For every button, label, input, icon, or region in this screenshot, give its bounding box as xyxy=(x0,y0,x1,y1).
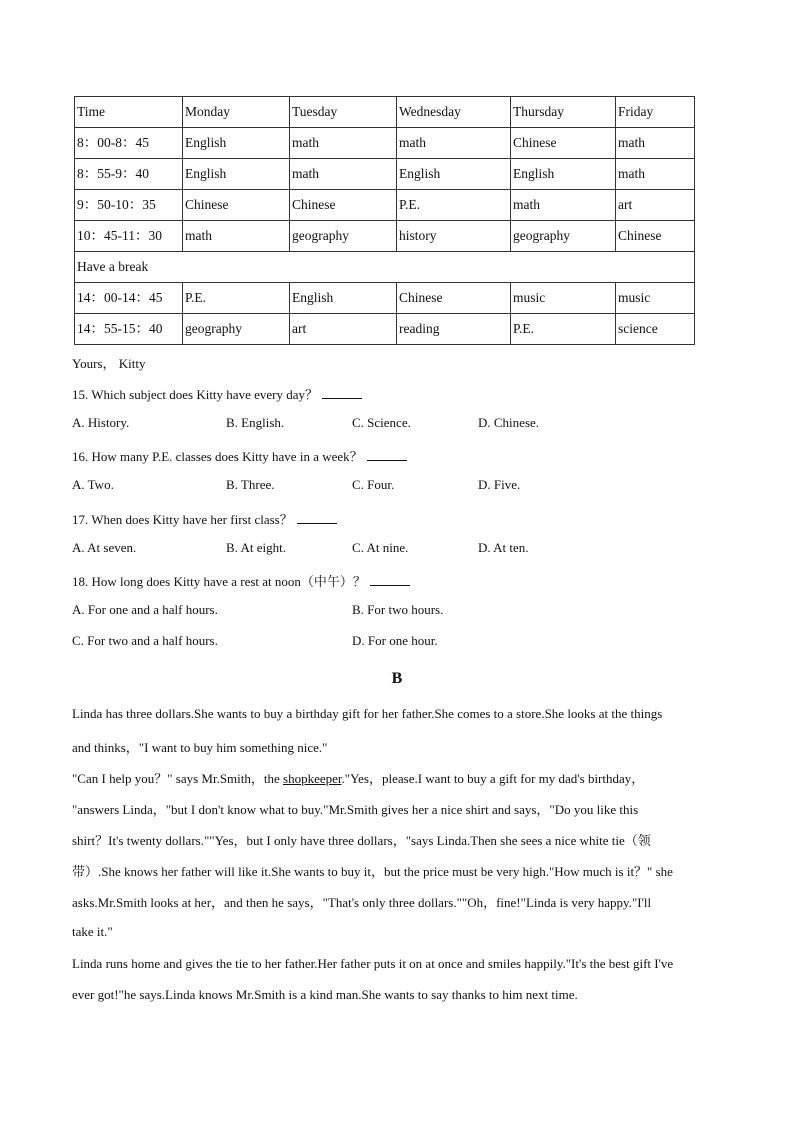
table-cell: Time xyxy=(75,97,183,128)
passage-line: and thinks，"I want to buy him something nice." xyxy=(72,740,328,755)
underlined-word: shopkeeper xyxy=(283,771,342,786)
table-cell: art xyxy=(290,314,397,345)
table-cell: English xyxy=(183,128,290,159)
option-c: C. For two and a half hours. xyxy=(72,633,218,648)
table-cell: Chinese xyxy=(616,221,695,252)
table-cell: Wednesday xyxy=(397,97,511,128)
table-row xyxy=(75,283,695,314)
table-cell: 8：55-9：40 xyxy=(75,159,183,190)
table-cell: 9：50-10：35 xyxy=(75,190,183,221)
option-a: A. History. xyxy=(72,415,130,430)
table-cell: math xyxy=(290,128,397,159)
option-a: A. Two. xyxy=(72,477,114,492)
table-cell: geography xyxy=(290,221,397,252)
table-cell: Chinese xyxy=(290,190,397,221)
option-c: C. At nine. xyxy=(352,540,409,555)
table-cell: math xyxy=(397,128,511,159)
table-cell: English xyxy=(511,159,616,190)
table-cell: reading xyxy=(397,314,511,345)
table-row xyxy=(75,314,695,345)
table-cell: 8：00-8：45 xyxy=(75,128,183,159)
passage-line: asks.Mr.Smith looks at her，and then he says，"That's only three dollars.""Oh，fine!"Linda is very happy."I'll xyxy=(72,895,652,910)
table-cell: English xyxy=(290,283,397,314)
passage-line: ever got!"he says.Linda knows Mr.Smith is a kind man.She wants to say thanks to him next time. xyxy=(72,987,578,1002)
table-cell: math xyxy=(616,159,695,190)
table-cell: math xyxy=(183,221,290,252)
table-row xyxy=(75,128,695,159)
option-c: C. Science. xyxy=(352,415,411,430)
timetable xyxy=(74,96,695,345)
option-d: D. At ten. xyxy=(478,540,529,555)
table-row xyxy=(75,190,695,221)
question-text: 16. How many P.E. classes does Kitty have in a week？ xyxy=(72,449,363,464)
table-cell: math xyxy=(616,128,695,159)
question-15 xyxy=(72,384,362,403)
passage-text: ."Yes，please.I want to buy a gift for my dad's birthday， xyxy=(341,771,645,786)
question-17 xyxy=(72,509,337,528)
table-cell: math xyxy=(511,190,616,221)
answer-blank[interactable] xyxy=(367,448,407,461)
passage-text: "Can I help you？" says Mr.Smith，the xyxy=(72,771,280,786)
table-cell: Tuesday xyxy=(290,97,397,128)
passage-line: "answers Linda，"but I don't know what to buy."Mr.Smith gives her a nice shirt and says，"Do you like this xyxy=(72,802,639,817)
question-text: 17. When does Kitty have her first class？ xyxy=(72,512,293,527)
question-text: 15. Which subject does Kitty have every day？ xyxy=(72,387,318,402)
option-b: B. At eight. xyxy=(226,540,286,555)
section-heading: B xyxy=(391,670,403,687)
option-b: B. For two hours. xyxy=(352,602,444,617)
option-b: B. Three. xyxy=(226,477,275,492)
passage-line: 带）.She knows her father will like it.She wants to buy it，but the price must be very high."How much is it？" she xyxy=(72,864,673,879)
option-a: A. For one and a half hours. xyxy=(72,602,218,617)
passage-line: Linda has three dollars.She wants to buy a birthday gift for her father.She comes to a store.She looks at the things xyxy=(72,706,663,721)
table-cell: P.E. xyxy=(183,283,290,314)
break-cell: Have a break xyxy=(75,252,695,283)
table-cell: Friday xyxy=(616,97,695,128)
table-cell: math xyxy=(290,159,397,190)
option-c: C. Four. xyxy=(352,477,395,492)
answer-blank[interactable] xyxy=(297,511,337,524)
table-row xyxy=(75,221,695,252)
table-cell: Chinese xyxy=(511,128,616,159)
table-cell: Monday xyxy=(183,97,290,128)
passage-line: Linda runs home and gives the tie to her father.Her father puts it on at once and smiles happily."It's the best gift I've xyxy=(72,956,674,971)
answer-blank[interactable] xyxy=(370,573,410,586)
question-text: 18. How long does Kitty have a rest at noon（中午）？ xyxy=(72,574,366,589)
passage-line xyxy=(72,768,727,787)
table-cell: Chinese xyxy=(183,190,290,221)
table-cell: Chinese xyxy=(397,283,511,314)
table-cell: music xyxy=(616,283,695,314)
table-cell: history xyxy=(397,221,511,252)
timetable-header-row xyxy=(75,97,695,128)
table-cell: science xyxy=(616,314,695,345)
table-cell: geography xyxy=(511,221,616,252)
table-cell: P.E. xyxy=(397,190,511,221)
option-d: D. Five. xyxy=(478,477,521,492)
table-cell: Thursday xyxy=(511,97,616,128)
table-cell: English xyxy=(183,159,290,190)
question-18 xyxy=(72,571,410,590)
answer-blank[interactable] xyxy=(322,386,362,399)
option-b: B. English. xyxy=(226,415,285,430)
table-cell: art xyxy=(616,190,695,221)
table-cell: 14：00-14：45 xyxy=(75,283,183,314)
passage-line: take it." xyxy=(72,924,113,939)
table-cell: P.E. xyxy=(511,314,616,345)
break-row xyxy=(75,252,695,283)
option-d: D. For one hour. xyxy=(352,633,438,648)
passage-line: shirt？It's twenty dollars.""Yes，but I only have three dollars，"says Linda.Then she sees a nice white tie（领 xyxy=(72,833,651,848)
table-cell: geography xyxy=(183,314,290,345)
table-cell: music xyxy=(511,283,616,314)
option-d: D. Chinese. xyxy=(478,415,540,430)
table-cell: 14：55-15：40 xyxy=(75,314,183,345)
table-cell: English xyxy=(397,159,511,190)
question-16 xyxy=(72,446,407,465)
table-cell: 10：45-11：30 xyxy=(75,221,183,252)
table-row xyxy=(75,159,695,190)
signoff: Yours， Kitty xyxy=(72,356,146,371)
option-a: A. At seven. xyxy=(72,540,137,555)
